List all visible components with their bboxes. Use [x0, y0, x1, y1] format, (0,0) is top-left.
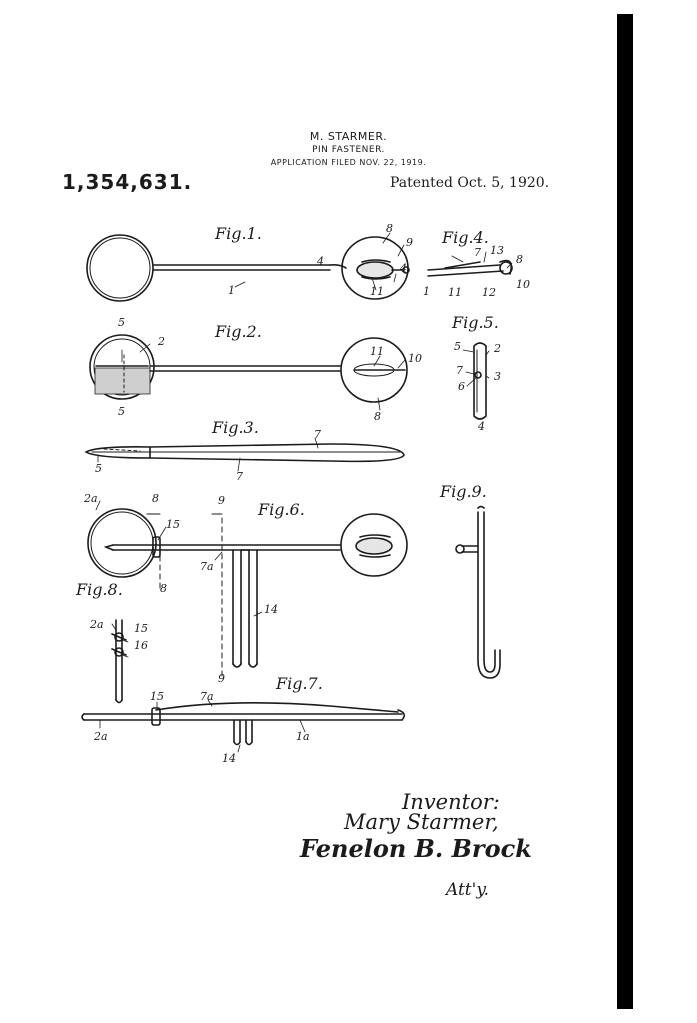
fig2-label: Fig.2. — [215, 322, 262, 341]
ref-numeral: 14 — [264, 603, 278, 616]
ref-numeral: 8 — [152, 492, 159, 505]
fig5-drawing — [474, 343, 486, 419]
patent-title: PIN FASTENER. — [312, 145, 385, 155]
ref-numeral: 7 — [456, 364, 463, 377]
ref-numeral: 11 — [370, 345, 384, 358]
ref-numeral: 1 — [423, 285, 430, 298]
fig9-drawing — [456, 507, 500, 679]
ref-numeral: 8 — [160, 582, 167, 595]
fig6-label: Fig.6. — [258, 500, 305, 519]
ref-numeral: 15 — [134, 622, 148, 635]
ref-numeral: 12 — [482, 286, 496, 299]
ref-numeral: 11 — [448, 286, 462, 299]
ref-numeral: 10 — [516, 278, 530, 291]
ref-numeral: 9 — [406, 236, 413, 249]
ref-numeral: 2 — [494, 342, 501, 355]
ref-numeral: 11 — [370, 285, 384, 298]
inventor-label: Inventor: — [402, 790, 500, 814]
attorney-signature: Fenelon B. Brock — [300, 834, 532, 863]
ref-numeral: 15 — [150, 690, 164, 703]
fig1-label: Fig.1. — [215, 224, 262, 243]
ref-numeral: 5 — [118, 316, 125, 329]
ref-numeral: 9 — [218, 672, 225, 685]
ref-numeral: 15 — [166, 518, 180, 531]
fig8-label: Fig.8. — [76, 580, 123, 599]
fig8-drawing — [112, 620, 126, 703]
ref-numeral: 5 — [118, 405, 125, 418]
ref-numeral: 9 — [218, 494, 225, 507]
ref-numeral: 2a — [84, 492, 98, 505]
fig7-label: Fig.7. — [276, 674, 323, 693]
fig9-label: Fig.9. — [440, 482, 487, 501]
fig4-label: Fig.4. — [442, 228, 489, 247]
fig1-drawing — [87, 235, 409, 301]
ref-numeral: 1 — [228, 284, 235, 297]
inventor-name-header: M. STARMER. — [309, 130, 388, 143]
fig3-drawing — [86, 444, 404, 461]
patent-number: 1,354,631. — [62, 170, 193, 194]
ref-numeral: 3 — [494, 370, 501, 383]
patented-date: Patented Oct. 5, 1920. — [390, 175, 550, 191]
ref-numeral: 4 — [317, 255, 324, 268]
ref-numeral: 7 — [474, 246, 481, 259]
fig7-drawing — [82, 703, 404, 745]
ref-numeral: 7a — [200, 560, 214, 573]
fig5-label: Fig.5. — [452, 313, 499, 332]
ref-numeral: 2 — [158, 335, 165, 348]
scan-edge-bar — [617, 14, 633, 1009]
ref-numeral: 4 — [478, 420, 485, 433]
ref-numeral: 7 — [314, 428, 321, 441]
ref-numeral: 7 — [236, 470, 243, 483]
ref-numeral: 5 — [95, 462, 102, 475]
fig3-label: Fig.3. — [212, 418, 259, 437]
ref-numeral: 13 — [490, 244, 504, 257]
ref-numeral: 6 — [458, 380, 465, 393]
ref-numeral: 8 — [374, 410, 381, 423]
ref-numeral: 2a — [94, 730, 108, 743]
inventor-signature: Mary Starmer, — [344, 810, 499, 834]
ref-numeral: 1a — [296, 730, 310, 743]
fig4-drawing — [428, 261, 512, 277]
ref-numeral: 8 — [386, 222, 393, 235]
application-filed: APPLICATION FILED NOV. 22, 1919. — [270, 158, 427, 167]
attorney-abbrev: Att'y. — [446, 880, 490, 900]
ref-numeral: 5 — [454, 340, 461, 353]
ref-numeral: 14 — [222, 752, 236, 765]
fig2-drawing — [90, 335, 407, 402]
ref-numeral: 7a — [200, 690, 214, 703]
ref-numeral: 4 — [400, 262, 407, 275]
ref-numeral: 2a — [90, 618, 104, 631]
ref-numeral: 8 — [516, 253, 523, 266]
ref-numeral: 10 — [408, 352, 422, 365]
ref-numeral: 16 — [134, 639, 148, 652]
